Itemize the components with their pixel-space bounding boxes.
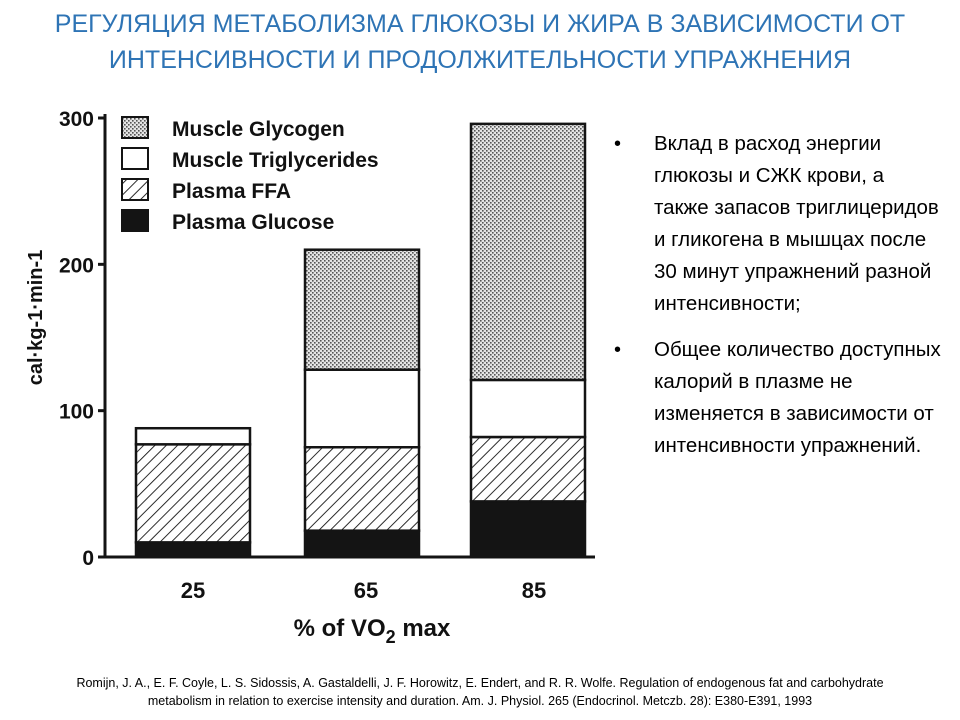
bar-segment — [471, 124, 585, 380]
bullet-text: Общее количество доступных калорий в плазме не изменяется в зависимости от интенсивности упражнений. — [654, 338, 941, 457]
bar-segment — [136, 428, 250, 444]
bar-segment — [136, 542, 250, 557]
citation — [20, 674, 940, 710]
bar-segment — [471, 437, 585, 501]
citation-line-1: Romijn, J. A., E. F. Coyle, L. S. Sidossis, A. Gastaldelli, J. F. Horowitz, E. Endert, and R. R. Wolfe. Regulation of endogenous fat and carbohydrate — [76, 676, 884, 690]
citation-line-2: metabolism in relation to exercise intensity and duration. Am. J. Physiol. 265 (Endocrinol. Metczb. 28): E380-E391, 1993 — [147, 694, 813, 708]
bar-segment — [305, 531, 419, 557]
bullet-marker: • — [614, 339, 622, 361]
x-tick-label: 85 — [521, 578, 547, 603]
legend-swatch — [122, 148, 148, 169]
bullet-item — [614, 334, 944, 462]
bar-segment — [305, 447, 419, 530]
y-tick-label: 200 — [58, 254, 94, 278]
legend-label: Plasma FFA — [172, 180, 292, 203]
bar-segment — [305, 370, 419, 448]
legend-label: Muscle Triglycerides — [172, 149, 379, 172]
y-axis-label: cal·kg-1·min-1 — [25, 249, 47, 386]
title-line-2: ИНТЕНСИВНОСТИ И ПРОДОЛЖИТЕЛЬНОСТИ УПРАЖНЕНИЯ — [108, 46, 852, 74]
bar-segment — [305, 250, 419, 370]
y-tick-label: 100 — [58, 400, 94, 424]
legend-label: Muscle Glycogen — [172, 118, 345, 141]
bar-segment — [136, 444, 250, 542]
x-axis-label: % of $VO_2$ max — [293, 615, 451, 647]
x-tick-label: 25 — [180, 578, 206, 603]
bar-segment — [471, 380, 585, 437]
legend-swatch — [122, 179, 148, 200]
title-line-1: РЕГУЛЯЦИЯ МЕТАБОЛИЗМА ГЛЮКОЗЫ И ЖИРА В ЗАВИСИМОСТИ ОТ — [54, 10, 906, 38]
bullet-item — [614, 128, 944, 320]
bullet-marker: • — [614, 133, 622, 155]
legend-swatch — [122, 117, 148, 138]
bar-segment — [471, 501, 585, 557]
y-tick-label: 300 — [58, 108, 94, 131]
legend-label: Plasma Glucose — [172, 211, 335, 234]
legend-swatch — [122, 210, 148, 231]
bullet-list — [614, 128, 944, 476]
bullet-text: Вклад в расход энергии глюкозы и СЖК крови, а также запасов триглицеридов и гликогена в мышцах после 30 минут упражнений разной интенсивности; — [654, 132, 939, 315]
y-tick-label: 0 — [82, 547, 94, 570]
x-tick-label: 65 — [353, 578, 379, 603]
